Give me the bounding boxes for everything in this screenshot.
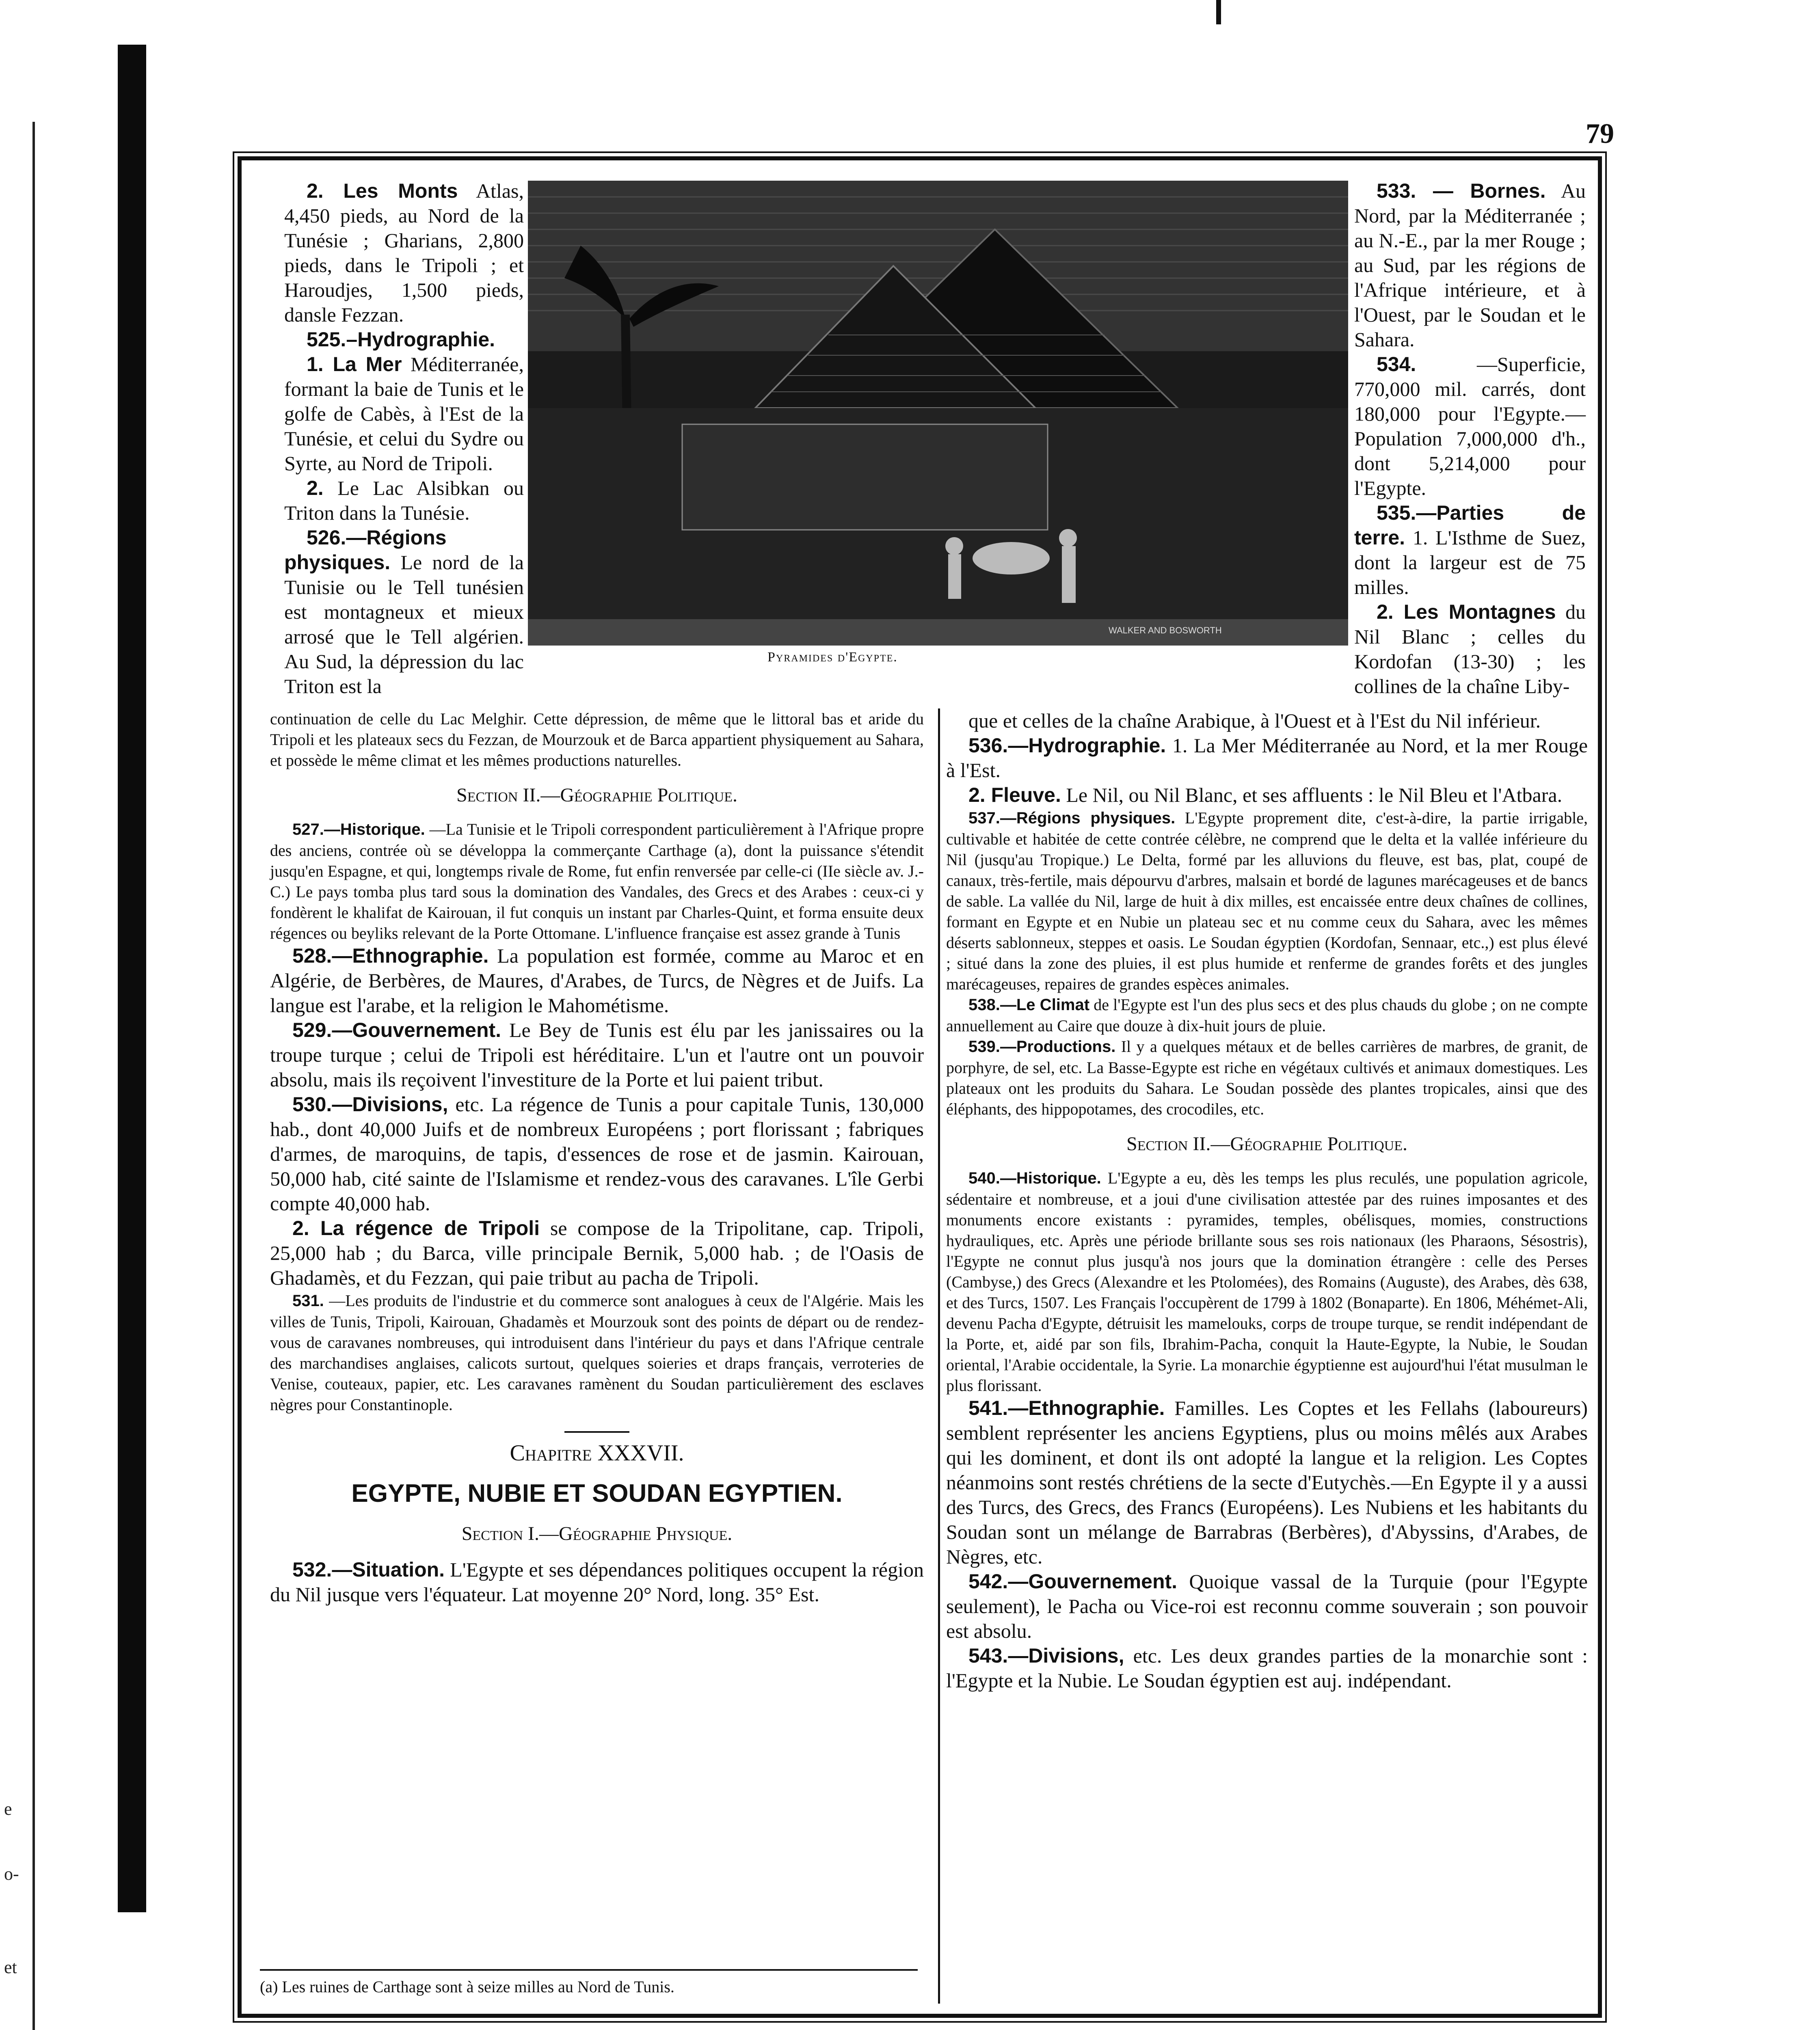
left-column [270,708,924,1607]
top-left-paragraph-4: 526.—Régions physiques. Le nord de la Tunisie ou le Tell tunésien est montagneux et mieux arrosé que le Tell algérien. Au Sud, la dépression du lac Triton est la [284,526,524,698]
section-title: Section I.—Géographie Physique. [461,1523,733,1544]
left-paragraph-4: 2. La régence de Tripoli se compose de la Tripolitane, cap. Tripoli, 25,000 hab ; du Barca, ville principale Bernik, 5,000 hab. ; de l'Oasis de Ghadamès, et du Fezzan, qui paie tribut au pacha de Tripoli. [270,1217,924,1289]
section-title: Section II.—Géographie Politique. [1126,1133,1407,1155]
left-paragraph-2: 529.—Gouvernement. Le Bey de Tunis est élu par les janissaires ou la troupe turque ; celui de Tripoli est héréditaire. L'un et l'autre ont un pouvoir absolu, mais ils reçoivent l'investiture de la Porte et lui paient tribut. [270,1019,924,1091]
left-paragraphs [270,819,924,1415]
top-left-paragraph-1: 525.–Hydrographie. [307,328,495,351]
left-paragraph-1: 528.—Ethnographie. La population est formée, comme au Maroc et en Algérie, de Berbères, de Maures, d'Arabes, de Turcs, de Nègres et de Juifs. La langue est l'arabe, et la religion le Mahométisme. [270,944,924,1017]
right-paragraph-2: 2. Fleuve. Le Nil, ou Nil Blanc, et ses affluents : le Nil Bleu et l'Atbara. [968,784,1563,806]
right-column [946,708,1588,1693]
margin-fragment: o- [4,1864,19,1884]
top-left-paragraph-0: 2. Les Monts Atlas, 4,450 pieds, au Nord de la Tunésie ; Gharians, 2,800 pieds, dans le Tripoli ; et Haroudjes, 1,500 pieds, dansle Fezzan. [284,179,524,326]
chapter-rule [564,1431,629,1433]
right-paragraph-3: 537.—Régions physiques. L'Egypte proprement dite, c'est-à-dire, la partie irrigable, cultivable et habitée de cette contrée célèbre, ne comprend que le delta et la vallée inférieure du Nil (jusqu'au Tropique.) Le Delta, formé par les alluvions du fleuve, est bas, plat, coupé de canaux, très-fertile, mais dépourvu d'arbres, malsain et bordé de lagunes marécageuses et de bancs de sable. La vallée du Nil, large de huit à dix milles, est encaissée entre deux chaînes de collines, formant en Egypte et en Nubie un plateau sec et nu comme ceux du Sahara, avec les mêmes déserts sablonneux, steppes et oasis. Le Soudan égyptien (Kordofan, Sennaar, etc.,) est plus élevé ; situé dans la zone des pluies, il est plus humide et renferme de grandes forêts et des jungles marécageuses, repaires de grandes espèces animales. [946,809,1588,993]
right-paragraph-2-2: 542.—Gouvernement. Quoique vassal de la Turquie (pour l'Egypte seulement), le Pacha ou Vice-roi est reconnu comme souverain ; son pouvoir est absolu. [946,1570,1588,1642]
top-left-paragraph-2: 1. La Mer Méditerranée, formant la baie de Tunis et le golfe de Cabès, à l'Est de la Tunésie, et celui du Sydre ou Syrte, au Nord de Tripoli. [284,353,524,475]
right-paragraph-0: que et celles de la chaîne Arabique, à l'Ouest et à l'Est du Nil inférieur. [968,709,1541,732]
top-right-paragraph-0: 533. — Bornes. Au Nord, par la Méditerranée ; au N.-E., par la mer Rouge ; au Sud, par les régions de l'Afrique intérieure, et à l'Ouest, par le Soudan et le Sahara. [1354,179,1586,351]
adjacent-page-strip [0,122,35,2030]
top-right-column [1354,179,1586,699]
engraving-caption: Pyramides d'Egypte. [767,650,898,665]
right-paragraph-2-1: 541.—Ethnographie. Familles. Les Coptes et les Fellahs (laboureurs) semblent représenter les anciens Egyptiens, plus ou moins mêlés aux Arabes qui les dominent, et dont ils ont adopté la langue et la religion. Les Coptes néanmoins sont restés chrétiens de la secte d'Eutychès.—En Egypte il y a aussi des Turcs, des Grecs, des Francs (Européens). Les Nubiens et les habitants du Soudan sont un mélange de Barrabras (Berbères), d'Abyssins, d'Arabes, de Nègres, etc. [946,1397,1588,1568]
top-left-column [284,179,524,699]
column-rule [938,708,940,2004]
right-paragraph-4: 538.—Le Climat de l'Egypte est l'un des plus secs et des plus chauds du globe ; on ne compte annuellement au Caire que douze à dix-huit jours de pluie. [946,996,1588,1035]
right-paragraph-2-3: 543.—Divisions, etc. Les deux grandes parties de la monarchie sont : l'Egypte et la Nubie. Le Soudan égyptien est auj. indépendant. [946,1644,1588,1692]
engraver-signature: WALKER AND BOSWORTH [1109,625,1222,635]
left-paragraph-3: 530.—Divisions, etc. La régence de Tunis a pour capitale Tunis, 130,000 hab., dont 40,000 Juifs et de nombreux Européens ; port florissant ; fabriques d'armes, de maroquins, de tapis, d'essences de rose et de jasmin. Kairouan, 50,000 hab, cité sainte de l'Islamisme et rendez-vous des caravanes. L'île Gerbi compte 40,000 hab. [270,1093,924,1215]
scan-binding-shadow [118,45,146,1912]
right-paragraph-2-0: 540.—Historique. L'Egypte a eu, dès les temps les plus reculés, une population agricole, sédentaire et nombreuse, et a joui d'une civilisation attestée par des ruines imposantes et des monuments encore existants : pyramides, temples, obélisques, momies, constructions hydrauliques, etc. Après une période brillante sous ses rois nationaux (les Pharaons, Sésostris), l'Egypte ne connut plus jusqu'à nos jours que la domination étrangère : celle des Perses (Cambyse,) des Grecs (Alexandre et les Ptolomées), des Romains (Auguste), des Arabes, dès 638, et des Turcs, 1507. Les Français l'occupèrent de 1799 à 1802 (Bonaparte). En 1806, Méhémet-Ali, devenu Pacha d'Egypte, détruisit les mamelouks, corps de troupe turque, se rendit indépendant de la Porte, et, aidé par son fils, Ibrahim-Pacha, conquit la Haute-Egypte, la Nubie, le Soudan oriental, l'Arabie occidentale, la Syrie. La monarchie égyptienne est aujourd'hui l'état musulman le plus florissant. [946,1169,1588,1395]
left-paragraph-5: 531. —Les produits de l'industrie et du commerce sont analogues à ceux de l'Algérie. Mais les villes de Tunis, Tripoli, Kairouan, Ghadamès et Mourzouk sont des points de départ ou de rendez-vous de caravanes nombreuses, qui introduisent dans l'intérieur du pays et dans l'Afrique centrale des marchandises anglaises, calicots surtout, quelques soieries et draps français, verroteries de Venise, couteaux, papier, etc. Les caravanes ramènent du Soudan particulièrement des esclaves nègres pour Constantinople. [270,1291,924,1414]
paragraph-532: 532.—Situation. L'Egypte et ses dépendances politiques occupent la région du Nil jusque vers l'équateur. Lat moyenne 20° Nord, long. 35° Est. [270,1558,924,1606]
margin-fragment: e [4,1799,12,1819]
chapter-title: EGYPTE, NUBIE ET SOUDAN EGYPTIEN. [351,1479,843,1507]
scan-mark [1216,0,1221,24]
left-continuation: continuation de celle du Lac Melghir. Cette dépression, de même que le littoral bas et aride du Tripoli et les plateaux secs du Fezzan, de Mourzouk et de Barca appartient physiquement au Sahara, et possède le même climat et les mêmes productions naturelles. [270,710,924,769]
footnote-rule [260,1969,918,1971]
pyramids-engraving [528,181,1348,646]
right-paragraphs-2 [946,1168,1588,1693]
left-paragraph-0: 527.—Historique. —La Tunisie et le Tripoli correspondent particulièrement à l'Afrique propre des anciens, contrée où se développa la commerçante Carthage (a), dont la puissance s'étendit jusqu'en Espagne, et qui, longtemps rivale de Rome, fut enfin renversée par celle-ci (IIe siècle av. J.-C.) Le pays tomba plus tard sous la domination des Vandales, des Grecs et des Arabes : ceux-ci y fondèrent le khalifat de Kairouan, il fut conquis un instant par Charles-Quint, et forma ensuite deux régences ou beyliks relevant de la Porte Ottomane. L'influence française est assez grande à Tunis [270,820,924,942]
right-paragraph-5: 539.—Productions. Il y a quelques métaux et de belles carrières de marbres, de granit, de porphyre, de sel, etc. La Basse-Egypte est riche en végétaux cultivés et animaux domestiques. Les plateaux ont les produits du Sahara. Le Soudan possède des plantes tropicales, ainsi que des éléphants, des hippopotames, des crocodiles, etc. [946,1037,1588,1118]
top-right-paragraph-1: 534. —Superficie, 770,000 mil. carrés, dont 180,000 pour l'Egypte.— Population 7,000,000 d'h., dont 5,214,000 pour l'Egypte. [1354,353,1586,499]
top-right-paragraph-2: 535.—Parties de terre. 1. L'Isthme de Suez, dont la largeur est de 75 milles. [1354,501,1586,598]
margin-fragment: et [4,1957,17,1977]
chapter-number: Chapitre XXXVII. [510,1440,684,1466]
page-number: 79 [1586,118,1614,149]
top-right-paragraph-3: 2. Les Montagnes du Nil Blanc ; celles du Kordofan (13-30) ; les collines de la chaîne Liby- [1354,600,1586,698]
footnote: (a) Les ruines de Carthage sont à seize milles au Nord de Tunis. [260,1978,674,1996]
right-paragraphs [946,708,1588,1119]
section-title: Section II.—Géographie Politique. [456,784,737,806]
right-paragraph-1: 536.—Hydrographie. 1. La Mer Méditerranée au Nord, et la mer Rouge à l'Est. [946,734,1588,782]
top-left-paragraph-3: 2. Le Lac Alsibkan ou Triton dans la Tunésie. [284,477,524,524]
